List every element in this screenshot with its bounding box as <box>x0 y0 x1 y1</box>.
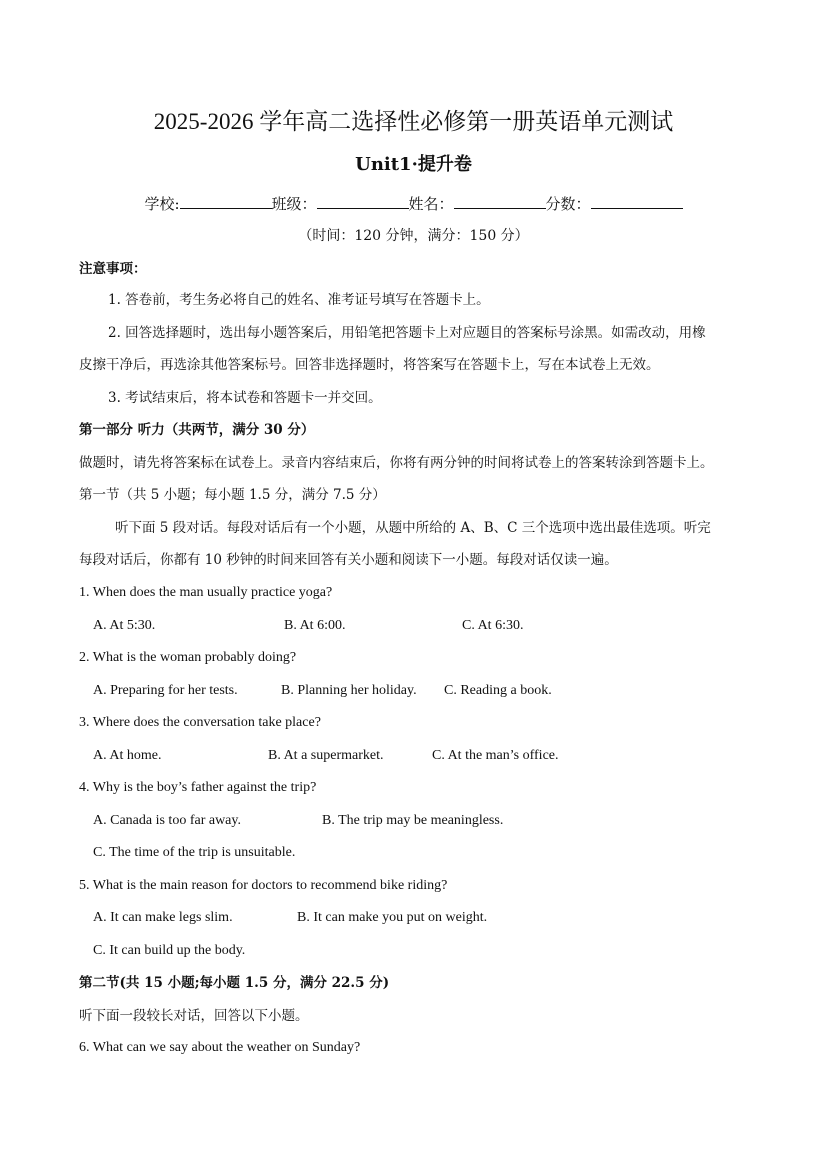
option: B. Planning her holiday. <box>281 683 417 698</box>
section2-heading: 第二节(共 15 小题;每小题 1.5 分，满分 22.5 分) <box>79 975 390 991</box>
section1-heading: 第一节（共 5 小题；每小题 1.5 分，满分 7.5 分） <box>79 487 386 503</box>
notes-heading: 注意事项： <box>79 261 147 277</box>
note-item: 3. 考试结束后，将本试卷和答题卡一并交回。 <box>108 390 382 406</box>
option: B. It can make you put on weight. <box>297 910 488 925</box>
part1-heading: 第一部分 听力（共两节，满分 30 分） <box>79 422 315 438</box>
note-item: 1. 答卷前，考生务必将自己的姓名、准考证号填写在答题卡上。 <box>108 292 490 308</box>
option: A. Preparing for her tests. <box>93 683 238 698</box>
option: A. At home. <box>93 748 162 763</box>
option: A. It can make legs slim. <box>93 910 233 925</box>
option: B. The trip may be meaningless. <box>322 813 504 828</box>
school-blank[interactable] <box>180 194 272 209</box>
question: 4. Why is the boy’s father against the trip? <box>79 780 317 795</box>
section2-intro: 听下面一段较长对话，回答以下小题。 <box>79 1008 309 1024</box>
question: 2. What is the woman probably doing? <box>79 650 297 665</box>
option: A. At 5:30. <box>93 618 156 633</box>
exam-title: 2025-2026 学年高二选择性必修第一册英语单元测试 <box>153 109 674 134</box>
section1-intro: 每段对话后，你都有 10 秒钟的时间来回答有关小题和阅读下一小题。每段对话仅读一遍。 <box>79 552 618 568</box>
class-blank[interactable] <box>317 194 409 209</box>
option: B. At 6:00. <box>284 618 346 633</box>
option: C. The time of the trip is unsuitable. <box>93 845 296 860</box>
section1-intro: 听下面 5 段对话。每段对话后有一个小题，从题中所给的 A、B、C 三个选项中选出最佳选项。听完 <box>115 520 711 536</box>
field-name-label: 姓名： <box>408 195 454 213</box>
option: C. Reading a book. <box>444 683 552 698</box>
info-fields <box>0 194 827 213</box>
field-score-label: 分数： <box>545 195 591 213</box>
question: 6. What can we say about the weather on Sunday? <box>79 1040 361 1055</box>
field-class-label: 班级： <box>271 195 317 213</box>
question: 3. Where does the conversation take place? <box>79 715 321 730</box>
time-note: （时间：120 分钟，满分：150 分） <box>298 228 529 244</box>
note-item: 皮擦干净后，再选涂其他答案标号。回答非选择题时，将答案写在答题卡上，写在本试卷上无效。 <box>79 357 660 373</box>
score-blank[interactable] <box>591 194 683 209</box>
question: 1. When does the man usually practice yoga? <box>79 585 333 600</box>
name-blank[interactable] <box>454 194 546 209</box>
option: A. Canada is too far away. <box>93 813 241 828</box>
part1-intro: 做题时，请先将答案标在试卷上。录音内容结束后，你将有两分钟的时间将试卷上的答案转涂到答题卡上。 <box>79 455 714 471</box>
exam-subtitle: Unit1·提升卷 <box>355 154 472 175</box>
option: B. At a supermarket. <box>268 748 384 763</box>
note-item: 2. 回答选择题时，选出每小题答案后，用铅笔把答题卡上对应题目的答案标号涂黑。如需改动，用橡 <box>108 325 706 341</box>
option: C. At 6:30. <box>462 618 524 633</box>
question: 5. What is the main reason for doctors to recommend bike riding? <box>79 878 448 893</box>
option: C. It can build up the body. <box>93 943 246 958</box>
option: C. At the man’s office. <box>432 748 559 763</box>
field-school-label: 学校: <box>144 195 180 213</box>
